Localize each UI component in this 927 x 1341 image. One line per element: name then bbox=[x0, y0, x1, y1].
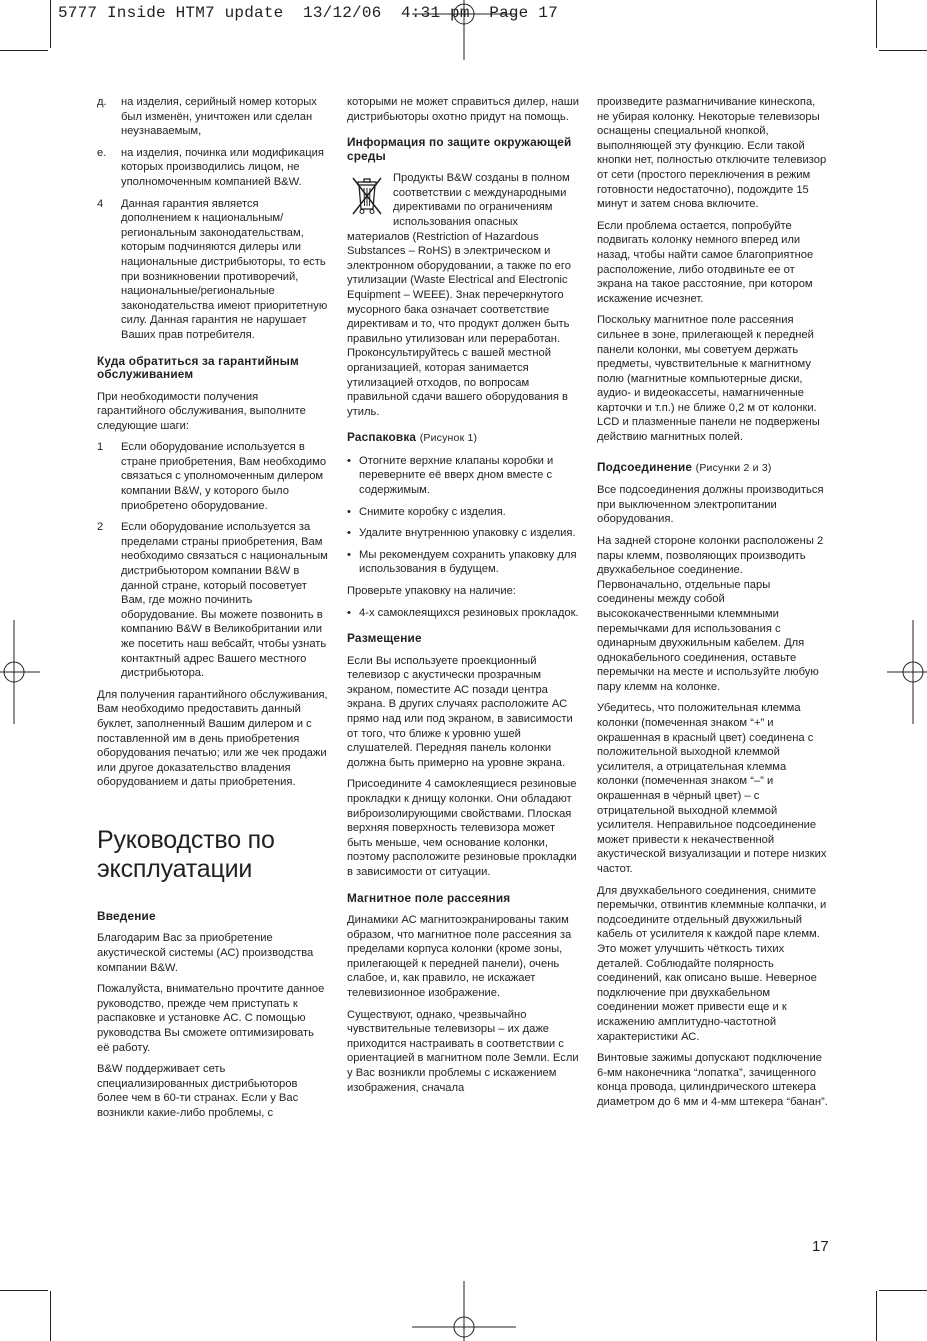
crop-mark-top-left-h bbox=[0, 50, 48, 51]
list-item bbox=[347, 454, 580, 498]
page-number: 17 bbox=[812, 1238, 829, 1255]
warranty-item bbox=[97, 95, 329, 139]
heading-unpacking-title: Распаковка bbox=[347, 430, 417, 445]
registration-mark-right bbox=[887, 620, 927, 724]
magnetic-paragraph: Существуют, однако, чрезвычайно чувствительные телевизоры – их даже приходится настраивать в соответствии с ориентацией в магнитном поле Земли. Если у Вас возникли проблемы с искажением изображения, сначала bbox=[347, 1008, 579, 1094]
list-item bbox=[347, 548, 580, 577]
connection-paragraph: Для двухкабельного соединения, снимите перемычки, отвинтив клеммные колпачки, и подсоедините отдельный двухжильный кабель от усилителя к каждой паре клемм. Это может улучшить чёткость тихих деталей. Соблюдайте полярность соединений, как описано выше. Неверное подключение при двухкабельном соединении может привести еще и к искажению амплитудно-частотной характеристики АС. bbox=[597, 884, 827, 1043]
crop-mark-top-left-v bbox=[50, 0, 51, 48]
column-1 bbox=[97, 95, 329, 1128]
paragraph: произведите размагничивание кинескопа, не убирая колонку. Некоторые телевизоры оснащены специальной кнопкой, выполняющей эту функцию. Если такой кнопки нет, полностью отключите телевизор от сети (простого переключения в режим готовности недостаточно), подождите 15 минут и затем снова включите. bbox=[597, 96, 827, 211]
list-item bbox=[347, 505, 580, 520]
list-item bbox=[347, 526, 580, 541]
crop-mark-bottom-left-v bbox=[50, 1291, 51, 1341]
heading-connection-title: Подсоединение bbox=[597, 459, 693, 474]
paragraph: которыми не может справиться дилер, наши дистрибьюторы охотно придут на помощь. bbox=[347, 96, 579, 123]
item-marker: 4 bbox=[97, 197, 104, 210]
environment-text: Продукты B&W созданы в полном соответствии с международными директивами по ограничениям использования опасных материалов (Restriction of Hazardous Substances – RoHS) в электрическом и электронном оборудовании, а также по его утилизации (Waste Electrical and Electronic Equipment – WEEE). Знак перечеркнутого мусорного бака означает соответствие директивам и то, что продукт должен быть правильно утилизован или переработан. Проконсультируйтесь с вашей местной организацией, которая занимается утилизацией отходов, по вопросам правильной сдачи вашего оборудования в утиль. bbox=[347, 172, 571, 418]
heading-connection bbox=[597, 461, 829, 476]
item-text: на изделия, серийный номер которых был изменён, уничтожен или сделан неузнаваемым, bbox=[121, 96, 317, 138]
crop-mark-bottom-right-h bbox=[879, 1290, 927, 1291]
heading-introduction: Введение bbox=[97, 908, 156, 923]
list-item-text: Снимите коробку с изделия. bbox=[359, 505, 506, 518]
crop-mark-top-right-v bbox=[876, 0, 877, 48]
bullet-icon: • bbox=[347, 454, 351, 467]
environment-paragraph bbox=[347, 171, 580, 419]
crossed-out-bin-icon bbox=[347, 173, 387, 217]
item-marker: е. bbox=[97, 146, 107, 159]
registration-mark-left bbox=[0, 620, 40, 724]
heading-environment: Информация по защите окружающей среды bbox=[347, 135, 572, 163]
list-item-text: Отогните верхние клапаны коробки и переверните её вверх дном вместе с содержимым. bbox=[359, 454, 554, 496]
service-step bbox=[97, 520, 329, 681]
step-marker: 2 bbox=[97, 521, 104, 534]
manual-title: Руководство по эксплуатации bbox=[97, 825, 275, 883]
crop-mark-bottom-right-v bbox=[876, 1291, 877, 1341]
bullet-icon: • bbox=[347, 606, 351, 619]
step-text: Если оборудование используется в стране приобретения, Вам необходимо связаться с уполномоченным дилером компании B&W, у которого было приобретено оборудование. bbox=[121, 441, 327, 512]
service-intro: При необходимости получения гарантийного обслуживания, выполните следующие шаги: bbox=[97, 390, 306, 432]
column-3 bbox=[597, 95, 829, 1117]
connection-paragraph: Убедитесь, что положительная клемма колонки (помеченная знаком “+” и окрашенная в красный цвет) соединена с положительной выходной клеммой усилителя, а отрицательная клемма колонки (помеченная знаком “–” и окрашенная в чёрный цвет) – с отрицательной выходной клеммой усилителя. Неправильное подсоединение может привести к некачественной акустической визуализации и потере низких частот. bbox=[597, 702, 827, 875]
intro-paragraph: Пожалуйста, внимательно прочтите данное руководство, прежде чем приступать к распаковке и установке АС. С помощью руководства Вы сможете оптимизировать её работу. bbox=[97, 983, 325, 1054]
column-2 bbox=[347, 95, 580, 1102]
heading-unpacking bbox=[347, 431, 580, 446]
paragraph: Если проблема остается, попробуйте подвигать колонку немного вперед или назад, чтобы найти самое благоприятное расположение, либо отодвиньте ее от экрана на такое расстояние, при котором искажение исчезнет. bbox=[597, 219, 814, 305]
connection-paragraph: Винтовые зажимы допускают подключение 6-мм наконечника “лопатка”, зачищенного конца провода, цилиндрического штекера диаметром до 6 мм и 4-мм штекера “банан”. bbox=[597, 1052, 828, 1108]
bullet-icon: • bbox=[347, 527, 351, 540]
bullet-icon: • bbox=[347, 505, 351, 518]
list-item-text: 4-х самоклеящихся резиновых прокладок. bbox=[359, 606, 579, 619]
intro-paragraph: B&W поддерживает сеть специализированных дистрибьюторов более чем в 60-ти странах. Если у Вас возникли какие-либо проблемы, с bbox=[97, 1063, 299, 1119]
warranty-item bbox=[97, 146, 329, 190]
list-item-text: Удалите внутреннюю упаковку с изделия. bbox=[359, 527, 576, 540]
intro-paragraph: Благодарим Вас за приобретение акустической системы (АС) производства компании B&W. bbox=[97, 932, 314, 974]
registration-mark-bottom bbox=[412, 1281, 516, 1341]
paragraph: Поскольку магнитное поле рассеяния сильнее в зоне, прилегающей к передней панели колонки, мы советуем держать предметы, чувствительные к магнитному полю (магнитные компьютерные диски, аудио- и видеокассеты, намагниченные карточки и т.п.) не ближе 0,2 м от колонки. LCD и плазменные панели не подвержены действию магнитных полей. bbox=[597, 314, 820, 444]
connection-paragraph: Все подсоединения должны производиться при выключенном электропитании оборудования. bbox=[597, 484, 824, 526]
placement-paragraph: Присоедините 4 самоклеящиеся резиновые прокладки к днищу колонки. Они обладают виброизолирующими свойствами. Плоская верхняя поверхность телевизора может быть меньше, чем основание колонки, поэтому расположите резиновые прокладки в зависимости от ситуации. bbox=[347, 778, 577, 878]
step-text: Если оборудование используется за пределами страны приобретения, Вам необходимо связаться с национальным дистрибьютором компании B&W в данной стране, который посоветует Вам, где можно починить оборудование. Вы можете позвонить в компанию B&W в Великобритании или же посетить наш вебсайт, чтобы узнать контактный адрес Вашего местного дистрибьютора. bbox=[121, 521, 328, 680]
item-marker: д. bbox=[97, 96, 107, 108]
crop-mark-top-right-h bbox=[879, 50, 927, 51]
list-item-text: Мы рекомендуем сохранить упаковку для использования в будущем. bbox=[359, 548, 577, 576]
heading-placement: Размещение bbox=[347, 631, 422, 646]
list-item bbox=[347, 606, 580, 621]
item-text: на изделия, починка или модификация которых производились лицом, не уполномоченным компанией B&W. bbox=[121, 146, 324, 188]
check-text: Проверьте упаковку на наличие: bbox=[347, 584, 516, 597]
bullet-icon: • bbox=[347, 548, 351, 561]
crop-mark-bottom-left-h bbox=[0, 1290, 48, 1291]
connection-paragraph: На задней стороне колонки расположены 2 пары клемм, позволяющих производить двухкабельное соединение. Первоначально, отдельные пары соединены между собой высококачественными клеммными перемычками для использования с одинарным двухжильным кабелем. Для однокабельного соединения, оставьте перемычки на месте и используйте любую пару клемм на колонке. bbox=[597, 534, 824, 693]
figure-reference: (Рисунок 1) bbox=[419, 432, 478, 445]
magnetic-paragraph: Динамики АС магнитоэкранированы таким образом, что магнитное поле рассеяния за пределами корпуса колонки (кроме зоны, прилегающей к передней панели), очень слабое, и, как правило, не искажает телевизионное изображение. bbox=[347, 914, 572, 999]
warranty-item bbox=[97, 197, 329, 343]
service-note: Для получения гарантийного обслуживания, Вам необходимо предоставить данный буклет, заполненный Вашим дилером и с поставленной им в день приобретения оборудования печатью; или же чек продажи или другое доказательство владения оборудованием и даты приобретения. bbox=[97, 688, 328, 789]
step-marker: 1 bbox=[97, 441, 104, 454]
placement-paragraph: Если Вы используете проекционный телевизор с акустически прозрачным экраном, поместите АС позади центра экрана. В других случаях расположите АС прямо над или под экраном, в зависимости от того, что ближе к уровню ушей слушателей. Передняя панель колонки должна быть примерно на уровне экрана. bbox=[347, 654, 573, 769]
item-text: Данная гарантия является дополнением к национальным/региональным законодательствам, которым подчиняются дилеры или национальные дистрибьюторы, то есть при возникновении противоречий, национальные/региональные законодательства имеют приоритетную силу. Данная гарантия не нарушает Ваших прав потребителя. bbox=[121, 197, 328, 341]
figure-reference: (Рисунки 2 и 3) bbox=[695, 461, 772, 474]
service-step bbox=[97, 440, 329, 513]
printer-slug: 5777 Inside HTM7 update 13/12/06 4:31 pm Page 17 bbox=[58, 4, 558, 22]
registration-mark-top bbox=[412, 0, 516, 60]
heading-magnetic-field: Магнитное поле рассеяния bbox=[347, 890, 511, 905]
heading-warranty-service: Куда обратиться за гарантийным обслуживанием bbox=[97, 353, 299, 381]
